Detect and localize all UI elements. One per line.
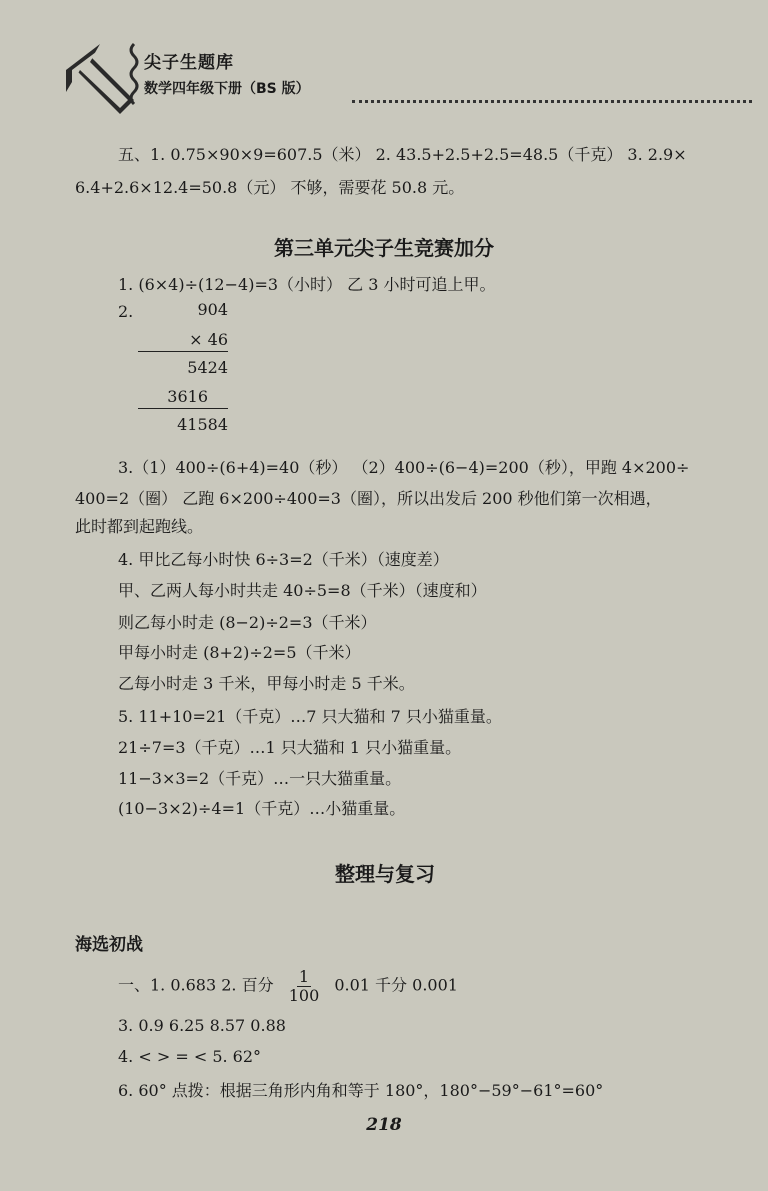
answer-line: 则乙每小时走 (8−2)÷2=3（千米） xyxy=(118,613,377,632)
book-subtitle: 数学四年级下册（BS 版） xyxy=(144,81,310,97)
answer-line: 5. 11+10=21（千克）…7 只大猫和 7 只小猫重量。 xyxy=(118,707,502,726)
arrow-logo-icon xyxy=(62,40,142,120)
fraction-one-hundredth xyxy=(289,968,320,1004)
answer-line xyxy=(118,968,458,1004)
fraction-denominator: 100 xyxy=(288,985,320,1005)
answer-line: 3. 0.9 6.25 8.57 0.88 xyxy=(118,1016,286,1035)
answer-line: 五、1. 0.75×90×9=607.5（米） 2. 43.5+2.5+2.5=48.5（千克） 3. 2.9× xyxy=(118,145,687,164)
fraction-numerator: 1 xyxy=(298,967,310,986)
answer-line: 甲、乙两人每小时共走 40÷5=8（千米）（速度和） xyxy=(118,581,487,600)
answer-text: 0.01 千分 0.001 xyxy=(334,975,458,995)
answer-line: 3.（1）400÷(6+4)=40（秒） （2）400÷(6−4)=200（秒），甲跑 4×200÷ xyxy=(118,458,690,477)
answer-line: 11−3×3=2（千克）…一只大猫重量。 xyxy=(118,769,402,788)
answer-line: 6. 60° 点拨：根据三角形内角和等于 180°，180°−59°−61°=60° xyxy=(118,1081,604,1100)
answer-line: 6.4+2.6×12.4=50.8（元） 不够，需要花 50.8 元。 xyxy=(75,178,465,197)
answer-line: 甲每小时走 (8+2)÷2=5（千米） xyxy=(118,643,361,662)
page-number: 218 xyxy=(366,1115,402,1135)
answer-line: 4. 甲比乙每小时快 6÷3=2（千米）（速度差） xyxy=(118,550,449,569)
answer-line: 乙每小时走 3 千米，甲每小时走 5 千米。 xyxy=(118,674,415,693)
calc-rule xyxy=(138,351,228,352)
calc-row: 41584 xyxy=(177,415,228,434)
book-title: 尖子生题库 xyxy=(144,53,234,73)
calc-row: 3616 xyxy=(167,387,208,406)
answer-line: (10−3×2)÷4=1（千克）…小猫重量。 xyxy=(118,799,406,818)
answer-line: 1. (6×4)÷(12−4)=3（小时） 乙 3 小时可追上甲。 xyxy=(118,275,496,294)
calc-rule xyxy=(138,408,228,409)
answer-line: 21÷7=3（千克）…1 只大猫和 1 只小猫重量。 xyxy=(118,738,462,757)
calc-row: 904 xyxy=(197,300,228,319)
answer-line: 4. < > = < 5. 62° xyxy=(118,1047,262,1066)
answer-line: 此时都到起跑线。 xyxy=(75,517,204,536)
section-title-review: 整理与复习 xyxy=(335,862,435,886)
header-dotted-rule xyxy=(352,100,752,103)
answer-line: 400=2（圈） 乙跑 6×200÷400=3（圈），所以出发后 200 秒他们第一次相遇， xyxy=(75,489,662,508)
page-header xyxy=(62,40,762,135)
calc-row: × 46 xyxy=(189,330,228,349)
answer-text: 一、1. 0.683 2. 百分 xyxy=(118,975,274,995)
answer-line: 2. xyxy=(118,302,134,321)
subsection-title-preliminary: 海选初战 xyxy=(75,935,143,955)
section-title-unit3-bonus: 第三单元尖子生竞赛加分 xyxy=(274,236,494,260)
calc-row: 5424 xyxy=(187,358,228,377)
